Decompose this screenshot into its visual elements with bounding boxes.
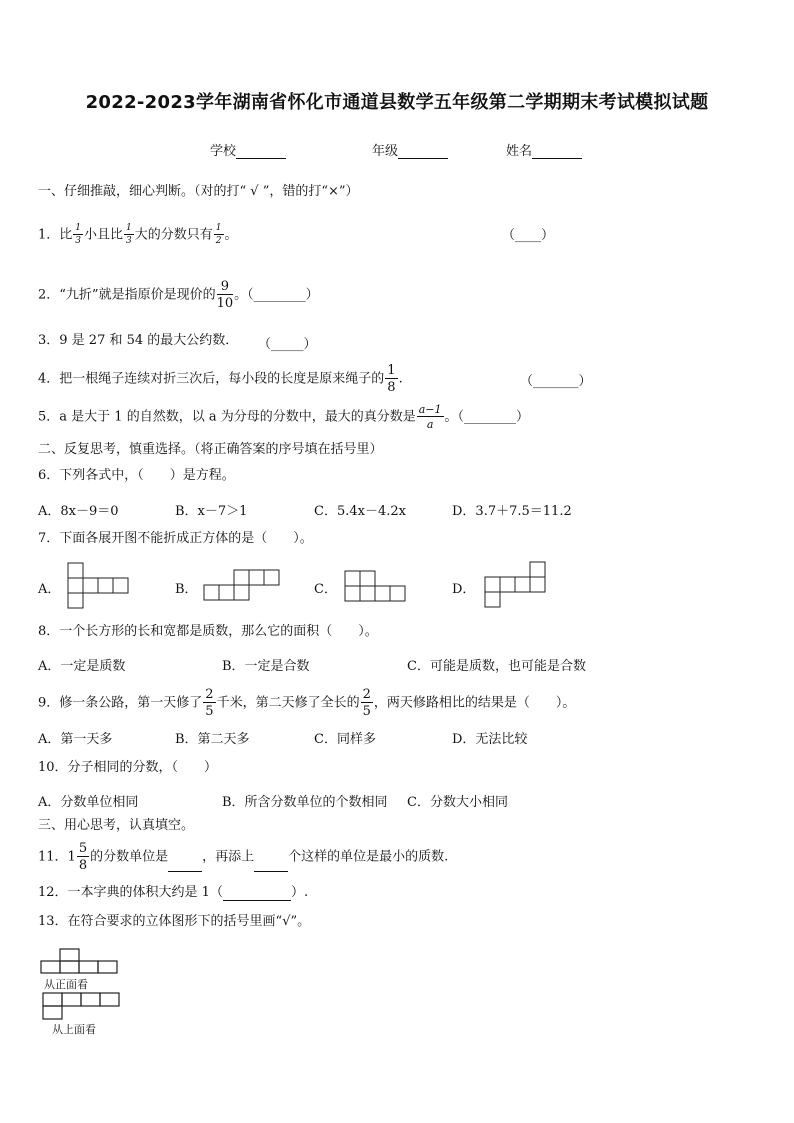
q6-option-b[interactable]: B．x－7＞1	[175, 504, 248, 519]
q10-option-a[interactable]: A．分数单位相同	[38, 795, 139, 810]
fraction: $\frac{1}{3}$	[75, 223, 82, 246]
answer-4[interactable]: （_______）	[520, 374, 592, 389]
q8-option-b[interactable]: B．一定是合数	[222, 659, 310, 674]
fraction: $\frac{2}{5}$	[362, 687, 371, 719]
name-field[interactable]: 姓名	[506, 140, 582, 159]
q9-option-a[interactable]: A．第一天多	[38, 732, 113, 747]
q9-option-b[interactable]: B．第二天多	[175, 732, 250, 747]
fraction: $\frac{5}{8}$	[78, 841, 88, 873]
q6-option-d[interactable]: D．3.7＋7.5＝11.2	[452, 504, 572, 519]
front-view-caption: 从正面看	[44, 978, 88, 991]
fraction: $\frac{9}{10}$	[216, 279, 234, 311]
school-field[interactable]: 学校	[210, 140, 286, 159]
question-6: 6．下列各式中，（ ）是方程。	[38, 468, 235, 483]
page-title: 2022-2023学年湖南省怀化市通道县数学五年级第二学期期末考试模拟试题	[85, 92, 709, 113]
q10-option-c[interactable]: C．分数大小相同	[407, 795, 508, 810]
question-12: 12．一本字典的体积大约是 1（ ）.	[38, 885, 309, 900]
cube-net-a	[67, 562, 131, 609]
fraction: $\frac{a-1}{a}$	[418, 403, 442, 431]
question-9: 9．修一条公路，第一天修了 $\frac{2}{5}$ 千米，第二天修了全长的 $\frac{2}{5}$ ，两天修路相比的结果是（ ）。	[38, 687, 576, 719]
q7-label-c[interactable]: C．	[314, 582, 337, 597]
answer-3[interactable]: （_____）	[258, 337, 317, 352]
top-view-figure	[42, 992, 124, 1022]
top-view-caption: 从上面看	[52, 1023, 96, 1036]
question-10: 10．分子相同的分数，（ ）	[38, 760, 218, 775]
question-13: 13．在符合要求的立体图形下的括号里画“√”。	[38, 914, 311, 929]
question-1: 1．比 $\frac{1}{3}$ 小且比 $\frac{1}{3}$ 大的分数只有 $\frac{1}{2}$ 。	[38, 223, 238, 246]
fraction: $\frac{1}{8}$	[387, 363, 396, 395]
fraction: $\frac{1}{2}$	[215, 223, 222, 246]
q10-option-b[interactable]: B．所含分数单位的个数相同	[222, 795, 388, 810]
q9-option-d[interactable]: D．无法比较	[452, 732, 528, 747]
blank-3[interactable]	[223, 888, 291, 901]
question-3: 3．9 是 27 和 54 的最大公约数．	[38, 333, 239, 348]
cube-net-c	[344, 570, 408, 604]
q6-option-a[interactable]: A．8x－9＝0	[38, 504, 119, 519]
cube-net-d	[484, 561, 548, 608]
front-view-figure	[40, 948, 122, 976]
q7-label-b[interactable]: B．	[175, 582, 198, 597]
q6-option-c[interactable]: C．5.4x－4.2x	[314, 504, 406, 519]
question-2: 2．“九折”就是指原价是现价的 $\frac{9}{10}$ 。（________）	[38, 279, 319, 311]
q8-option-a[interactable]: A．一定是质数	[38, 659, 126, 674]
fraction: $\frac{2}{5}$	[205, 687, 214, 719]
question-11: 11．1 $\frac{5}{8}$ 的分数单位是 ，再添上 个这样的单位是最小的质数.	[38, 841, 449, 873]
cube-net-b	[203, 569, 281, 603]
q7-label-a[interactable]: A．	[38, 582, 61, 597]
fraction: $\frac{1}{3}$	[126, 223, 132, 246]
q9-option-c[interactable]: C．同样多	[314, 732, 376, 747]
grade-field[interactable]: 年级	[372, 140, 448, 159]
q7-label-d[interactable]: D．	[452, 582, 476, 597]
question-5: 5．a 是大于 1 的自然数，以 a 为分母的分数中，最大的真分数是 $\frac{a-1}{a}$ 。（________）	[38, 403, 530, 431]
question-7: 7．下面各展开图不能折成正方体的是（ ）。	[38, 531, 313, 546]
answer-1[interactable]: （____）	[502, 228, 555, 243]
section-1-heading: 一、仔细推敲，细心判断。（对的打“ √ ”，错的打“×”）	[38, 184, 359, 199]
q8-option-c[interactable]: C．可能是质数，也可能是合数	[407, 659, 586, 674]
question-4: 4．把一根绳子连续对折三次后，每小段的长度是原来绳子的 $\frac{1}{8}$ .	[38, 363, 403, 395]
blank-2[interactable]	[254, 859, 288, 872]
section-3-heading: 三、用心思考，认真填空。	[38, 818, 195, 833]
section-2-heading: 二、反复思考，慎重选择。（将正确答案的序号填在括号里）	[38, 442, 383, 457]
blank-1[interactable]	[168, 859, 202, 872]
question-8: 8．一个长方形的长和宽都是质数，那么它的面积（ ）。	[38, 624, 378, 639]
